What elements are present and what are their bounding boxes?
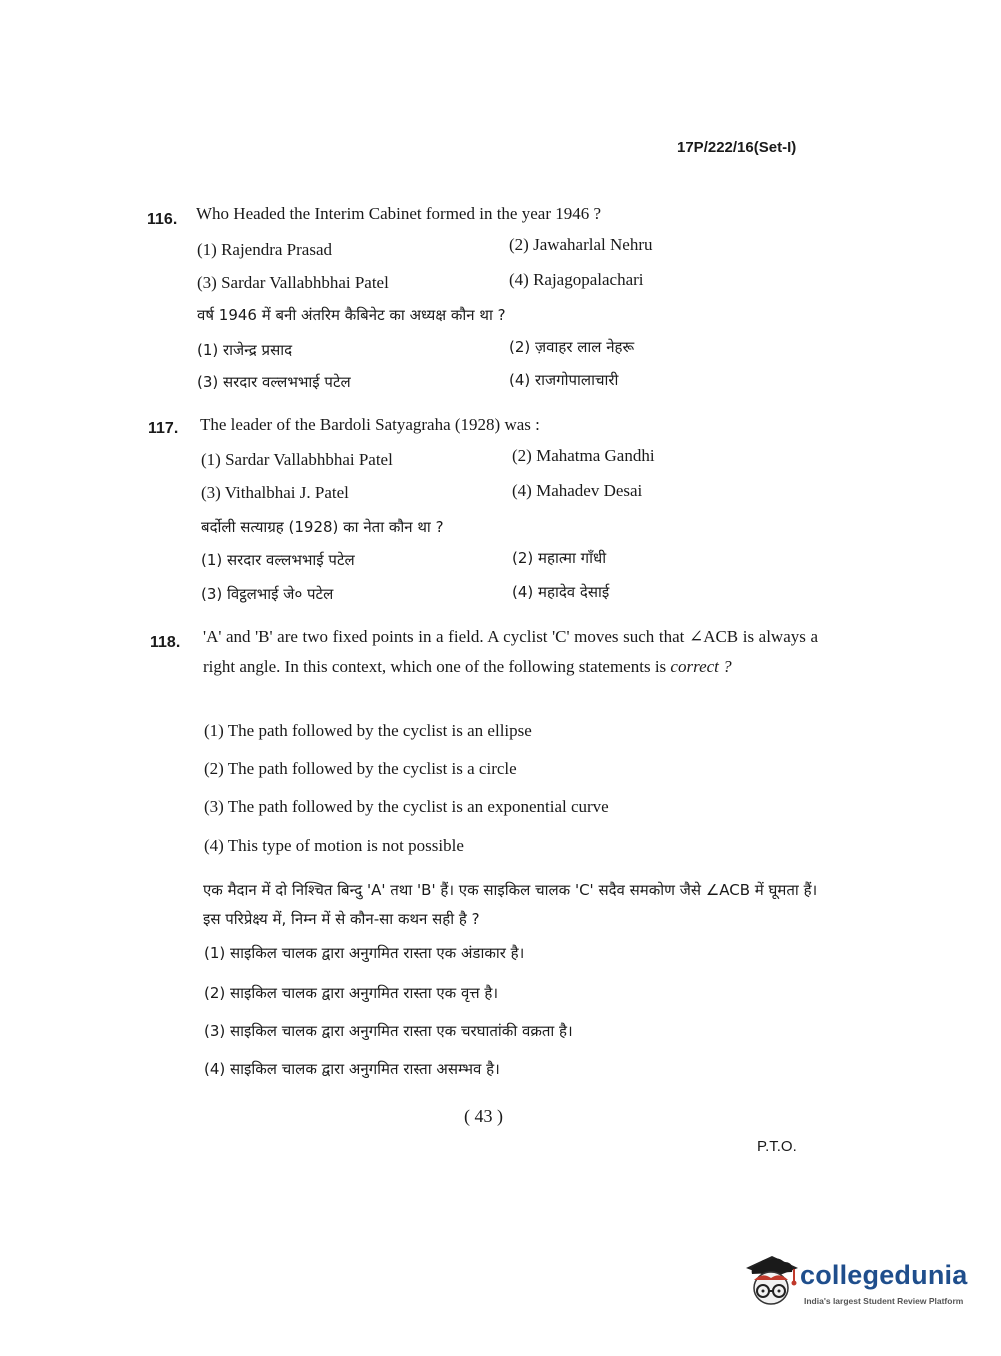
question-text-en: The leader of the Bardoli Satyagraha (1928) was :	[200, 415, 540, 434]
question-text-hi: एक मैदान में दो निश्चित बिन्दु 'A' तथा 'B' हैं। एक साइकिल चालक 'C' सदैव समकोण जैसे ∠ACB में घूमता हैं। इस परिप्रेक्ष्य में, निम्न में से कौन-सा कथन सही है ?	[203, 881, 818, 928]
option-2-en: (2) The path followed by the cyclist is a circle	[204, 759, 517, 778]
option-1-en: (1) Sardar Vallabhbhai Patel	[201, 450, 393, 469]
page-number: ( 43 )	[464, 1106, 503, 1126]
option-2-en: (2) Jawaharlal Nehru	[509, 235, 653, 254]
option-4-en: (4) Mahadev Desai	[512, 481, 643, 500]
option-2-en: (2) Mahatma Gandhi	[512, 446, 655, 465]
option-2-hi: (2) ज़वाहर लाल नेहरू	[509, 338, 635, 356]
option-1-hi: (1) राजेन्द्र प्रसाद	[197, 341, 293, 359]
question-number: 116.	[147, 211, 178, 228]
option-4-en: (4) Rajagopalachari	[509, 270, 644, 289]
option-3-hi: (3) विट्ठलभाई जे० पटेल	[201, 585, 334, 603]
option-4-en: (4) This type of motion is not possible	[204, 836, 464, 855]
option-1-en: (1) The path followed by the cyclist is an ellipse	[204, 721, 532, 740]
option-3-hi: (3) साइकिल चालक द्वारा अनुगमित रास्ता एक चरघातांकी वक्रता है।	[204, 1022, 573, 1040]
option-2-hi: (2) साइकिल चालक द्वारा अनुगमित रास्ता एक वृत्त है।	[204, 984, 499, 1002]
option-4-hi: (4) साइकिल चालक द्वारा अनुगमित रास्ता असम्भव है।	[204, 1060, 500, 1078]
question-number: 118.	[150, 634, 181, 651]
option-4-hi: (4) राजगोपालाचारी	[509, 371, 619, 389]
option-3-en: (3) Sardar Vallabhbhai Patel	[197, 273, 389, 292]
option-1-hi: (1) साइकिल चालक द्वारा अनुगमित रास्ता एक अंडाकार है।	[204, 944, 525, 962]
option-2-hi: (2) महात्मा गाँधी	[512, 549, 607, 567]
question-text-hi: बर्दोली सत्याग्रह (1928) का नेता कौन था ?	[201, 518, 444, 536]
question-text-en	[203, 622, 818, 682]
question-text-en-emphasis: correct ?	[670, 657, 732, 676]
question-text-en: Who Headed the Interim Cabinet formed in the year 1946 ?	[196, 204, 602, 223]
pto-label: P.T.O.	[757, 1138, 797, 1155]
paper-code: 17P/222/16(Set-I)	[677, 139, 797, 156]
option-1-en: (1) Rajendra Prasad	[197, 240, 333, 259]
question-text-hi: वर्ष 1946 में बनी अंतरिम कैबिनेट का अध्यक्ष कौन था ?	[197, 306, 506, 324]
mascot-logo-icon	[740, 1250, 802, 1312]
collegedunia-watermark	[740, 1250, 968, 1320]
option-3-en: (3) The path followed by the cyclist is an exponential curve	[204, 797, 609, 816]
question-number: 117.	[148, 420, 179, 437]
brand-tagline: India's largest Student Review Platform	[804, 1296, 964, 1306]
question-text-en-main: 'A' and 'B' are two fixed points in a field. A cyclist 'C' moves such that ∠ACB is always a right angle. In this context, which one of the following statements is	[203, 627, 818, 676]
option-3-en: (3) Vithalbhai J. Patel	[201, 483, 349, 502]
option-4-hi: (4) महादेव देसाई	[512, 583, 610, 601]
option-3-hi: (3) सरदार वल्लभभाई पटेल	[197, 373, 351, 391]
brand-name: collegedunia	[800, 1260, 968, 1290]
option-1-hi: (1) सरदार वल्लभभाई पटेल	[201, 551, 355, 569]
